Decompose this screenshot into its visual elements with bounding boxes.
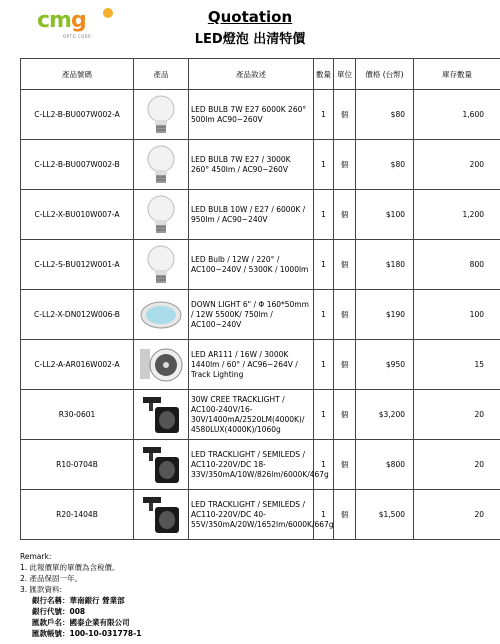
product-code: C-LL2-B-BU007W002-A <box>21 90 134 140</box>
remark-item: 3. 匯款資料: <box>20 585 63 594</box>
product-description: 30W CREE TRACKLIGHT / AC100-240V/16-30V/1400mA/2520LM(4000K)/ 4580LUX(4000K)/1060g <box>189 390 314 440</box>
table-row <box>21 390 500 440</box>
table-row <box>21 90 500 140</box>
table-header-row <box>21 59 500 90</box>
logo-wordmark: cmg <box>37 8 86 33</box>
product-code: R10-0704B <box>21 440 134 490</box>
bank-name: 銀行名稱：華南銀行 營業部 <box>32 596 125 605</box>
product-description: LED AR111 / 16W / 3000K 1440lm / 60° / AC96~264V / Track Lighting <box>189 340 314 390</box>
page-subtitle: LED燈泡 出清特價 <box>194 32 306 47</box>
stock-quantity: 1,600 <box>414 90 500 140</box>
product-description: LED BULB 7W E27 / 3000K 260° 450lm / AC90~260V <box>189 140 314 190</box>
bank-code: 銀行代號：008 <box>32 607 86 616</box>
quantity: 1 <box>314 190 334 240</box>
stock-quantity: 1,200 <box>414 190 500 240</box>
remark-item: 1. 此報價單的單價為含稅價。 <box>20 563 120 572</box>
price: $1,500 <box>356 490 414 540</box>
product-code: R30-0601 <box>21 390 134 440</box>
unit: 個 <box>334 140 356 190</box>
quantity: 1 <box>314 290 334 340</box>
header-price: 價格 (台幣) <box>356 59 414 90</box>
product-code: C-LL2-X-BU010W007-A <box>21 190 134 240</box>
ar111-lamp-icon <box>134 340 189 390</box>
product-code: C-LL2-A-AR016W002-A <box>21 340 134 390</box>
product-description: LED BULB 10W / E27 / 6000K / 950lm / AC90~240V <box>189 190 314 240</box>
price: $3,200 <box>356 390 414 440</box>
product-description: LED Bulb / 12W / 220° / AC100~240V / 5300K / 1000lm <box>189 240 314 290</box>
tracklight-icon <box>134 390 189 440</box>
tracklight-icon <box>134 440 189 490</box>
product-description: LED BULB 7W E27 6000K 260° 500lm AC90~260V <box>189 90 314 140</box>
product-description: LED TRACKLIGHT / SEMILEDS / AC110-220V/DC 40-55V/350mA/20W/1652lm/6000K/667g <box>189 490 314 540</box>
bulb-icon <box>134 140 189 190</box>
table-row <box>21 190 500 240</box>
account-number: 匯款帳號：100-10-031778-1 <box>32 629 142 638</box>
header-unit: 單位 <box>334 59 356 90</box>
quantity: 1 <box>314 140 334 190</box>
price: $950 <box>356 340 414 390</box>
product-code: C-LL2-X-DN012W006-B <box>21 290 134 340</box>
unit: 個 <box>334 390 356 440</box>
stock-quantity: 15 <box>414 340 500 390</box>
price: $80 <box>356 140 414 190</box>
tracklight-icon <box>134 490 189 540</box>
account-name: 匯款戶名：國泰企業有限公司 <box>32 618 130 627</box>
product-code: C-LL2-S-BU012W001-A <box>21 240 134 290</box>
price: $180 <box>356 240 414 290</box>
table-row <box>21 440 500 490</box>
product-code: C-LL2-B-BU007W002-B <box>21 140 134 190</box>
product-description: DOWN LIGHT 6" / Φ 160*50mm / 12W 5500K/ 750lm / AC100~240V <box>189 290 314 340</box>
unit: 個 <box>334 340 356 390</box>
price: $100 <box>356 190 414 240</box>
stock-quantity: 20 <box>414 490 500 540</box>
product-description: LED TRACKLIGHT / SEMILEDS / AC110-220V/DC 18-33V/350mA/10W/826lm/6000K/467g <box>189 440 314 490</box>
table-row <box>21 340 500 390</box>
bulb-icon <box>134 190 189 240</box>
stock-quantity: 20 <box>414 440 500 490</box>
unit: 個 <box>334 190 356 240</box>
stock-quantity: 800 <box>414 240 500 290</box>
downlight-icon <box>134 290 189 340</box>
product-code: R20-1404B <box>21 490 134 540</box>
bulb-icon <box>134 240 189 290</box>
stock-quantity: 200 <box>414 140 500 190</box>
header-product: 產品 <box>134 59 189 90</box>
header-code: 產品號碼 <box>21 59 134 90</box>
page-title: Quotation <box>207 8 293 26</box>
quantity: 1 <box>314 240 334 290</box>
header-stock: 庫存數量 <box>414 59 500 90</box>
bulb-icon <box>134 90 189 140</box>
unit: 個 <box>334 240 356 290</box>
remark-item: 2. 產品保固一年。 <box>20 574 83 583</box>
stock-quantity: 20 <box>414 390 500 440</box>
quantity: 1 <box>314 390 334 440</box>
price: $80 <box>356 90 414 140</box>
quantity: 1 <box>314 490 334 540</box>
unit: 個 <box>334 90 356 140</box>
remark-title: Remark: <box>20 552 52 561</box>
remark-section <box>20 551 141 639</box>
price: $190 <box>356 290 414 340</box>
stock-quantity: 100 <box>414 290 500 340</box>
quantity: 1 <box>314 340 334 390</box>
table-row <box>21 490 500 540</box>
table-row <box>21 290 500 340</box>
quotation-table <box>20 58 500 540</box>
unit: 個 <box>334 290 356 340</box>
table-row <box>21 240 500 290</box>
header-quantity: 數量 <box>314 59 334 90</box>
table-row <box>21 140 500 190</box>
quantity: 1 <box>314 90 334 140</box>
price: $800 <box>356 440 414 490</box>
quantity: 1 <box>314 440 334 490</box>
unit: 個 <box>334 490 356 540</box>
unit: 個 <box>334 440 356 490</box>
logo-subtext: OPTO CORP. <box>63 34 93 39</box>
header-description: 產品敘述 <box>189 59 314 90</box>
